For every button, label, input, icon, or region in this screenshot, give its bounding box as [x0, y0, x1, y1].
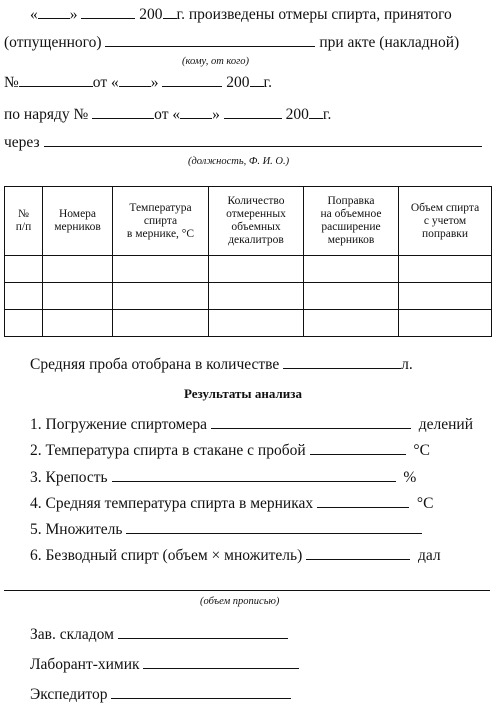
caption-position: (должность, Ф. И. О.)	[188, 156, 290, 167]
volume-words-line[interactable]	[4, 590, 490, 591]
year-prefix: 200	[285, 106, 309, 123]
close-quote: »	[69, 6, 78, 23]
analysis-unit: дал	[417, 547, 441, 564]
sample-amount-field[interactable]	[283, 354, 401, 369]
order-year-field[interactable]	[309, 104, 323, 119]
act-day-field[interactable]	[119, 72, 151, 87]
analysis-title: Результаты анализа	[184, 386, 302, 401]
col-header-correction: Поправка на объемное расширение мерников	[304, 187, 399, 256]
table-row	[5, 283, 492, 310]
col-header-number: № п/п	[5, 187, 43, 256]
table-cell[interactable]	[5, 283, 43, 310]
table-cell[interactable]	[399, 310, 492, 337]
analysis-unit: делений	[418, 416, 473, 433]
line-5	[4, 132, 482, 152]
close-quote: »	[212, 106, 220, 123]
line-4	[4, 104, 331, 124]
year-prefix: 200	[226, 74, 250, 91]
analysis-unit: %	[403, 469, 417, 486]
day-field[interactable]	[38, 4, 70, 19]
year-suffix: г.	[263, 74, 272, 91]
analysis-label: 4. Средняя температура спирта в мерниках	[30, 495, 314, 512]
measurement-table	[4, 186, 492, 337]
line-2	[4, 32, 459, 52]
sample-label: Средняя проба отобрана в количестве	[30, 356, 280, 373]
order-day-field[interactable]	[180, 104, 212, 119]
whom-field[interactable]	[105, 32, 315, 47]
analysis-item-6	[30, 545, 441, 565]
warehouse-signature-field[interactable]	[118, 624, 288, 639]
year-field[interactable]	[163, 4, 177, 19]
table-cell[interactable]	[43, 283, 113, 310]
immersion-field[interactable]	[211, 414, 411, 429]
via-label: через	[4, 134, 40, 151]
line-2-right: при акте (накладной)	[319, 34, 460, 51]
table-cell[interactable]	[43, 256, 113, 283]
table-cell[interactable]	[43, 310, 113, 337]
act-month-field[interactable]	[162, 72, 222, 87]
multiplier-field[interactable]	[126, 519, 422, 534]
strength-field[interactable]	[112, 467, 396, 482]
table-cell[interactable]	[399, 256, 492, 283]
signature-label: Экспедитор	[30, 686, 108, 703]
table-cell[interactable]	[113, 256, 209, 283]
analysis-item-4	[30, 493, 433, 513]
table-cell[interactable]	[304, 310, 399, 337]
order-month-field[interactable]	[224, 104, 282, 119]
table-cell[interactable]	[209, 256, 304, 283]
sample-temperature-field[interactable]	[310, 440, 406, 455]
analysis-label: 5. Множитель	[30, 521, 123, 538]
close-quote: »	[150, 74, 159, 91]
table-cell[interactable]	[399, 283, 492, 310]
caption-whom: (кому, от кого)	[182, 56, 250, 67]
analysis-unit: °С	[416, 495, 434, 512]
analysis-item-5	[30, 519, 422, 539]
analysis-unit: °С	[413, 442, 430, 459]
table-header-row	[5, 187, 492, 256]
table-cell[interactable]	[113, 283, 209, 310]
from-label: от «	[92, 74, 119, 91]
from-label: от «	[154, 106, 181, 123]
signature-label: Зав. складом	[30, 626, 114, 643]
table-row	[5, 256, 492, 283]
signature-warehouse	[30, 624, 288, 644]
month-field[interactable]	[81, 4, 135, 19]
line-3	[4, 72, 272, 92]
year-prefix: 200	[139, 6, 163, 23]
col-header-temperature: Температура спирта в мернике, °С	[113, 187, 209, 256]
table-row	[5, 310, 492, 337]
col-header-volume: Объем спирта с учетом поправки	[399, 187, 492, 256]
analysis-label: 3. Крепость	[30, 469, 108, 486]
table-cell[interactable]	[304, 256, 399, 283]
number-sign: №	[4, 74, 19, 91]
line-2-left: (отпущенного)	[4, 34, 102, 51]
table-cell[interactable]	[209, 283, 304, 310]
analysis-label: 2. Температура спирта в стакане с пробой	[30, 442, 306, 459]
signature-label: Лаборант-химик	[30, 656, 140, 673]
forwarder-signature-field[interactable]	[111, 684, 291, 699]
anhydrous-field[interactable]	[306, 545, 410, 560]
signature-lab	[30, 654, 299, 674]
line-1-text: г. произведены отмеры спирта, принятого	[176, 6, 452, 23]
year-suffix: г.	[322, 106, 332, 123]
table-cell[interactable]	[5, 256, 43, 283]
caption-volume-words: (объем прописью)	[200, 596, 280, 607]
open-quote: «	[30, 6, 38, 23]
analysis-item-2	[30, 440, 430, 460]
line-1	[30, 4, 452, 24]
lab-signature-field[interactable]	[143, 654, 299, 669]
act-number-field[interactable]	[19, 72, 93, 87]
analysis-item-1	[30, 414, 473, 434]
average-temperature-field[interactable]	[317, 493, 409, 508]
via-field[interactable]	[44, 132, 482, 147]
analysis-label: 1. Погружение спиртомера	[30, 416, 207, 433]
col-header-decaliters: Количество отмеренных объемных декалитров	[209, 187, 304, 256]
order-number-field[interactable]	[92, 104, 154, 119]
table-cell[interactable]	[113, 310, 209, 337]
table-cell[interactable]	[209, 310, 304, 337]
order-label: по наряду №	[4, 106, 89, 123]
sample-unit: л.	[401, 356, 413, 373]
signature-forwarder	[30, 684, 291, 704]
act-year-field[interactable]	[250, 72, 264, 87]
table-cell[interactable]	[5, 310, 43, 337]
analysis-item-3	[30, 467, 416, 487]
analysis-label: 6. Безводный спирт (объем × множитель)	[30, 547, 303, 564]
table-cell[interactable]	[304, 283, 399, 310]
col-header-meters: Номера мерников	[43, 187, 113, 256]
sample-line	[30, 354, 413, 374]
